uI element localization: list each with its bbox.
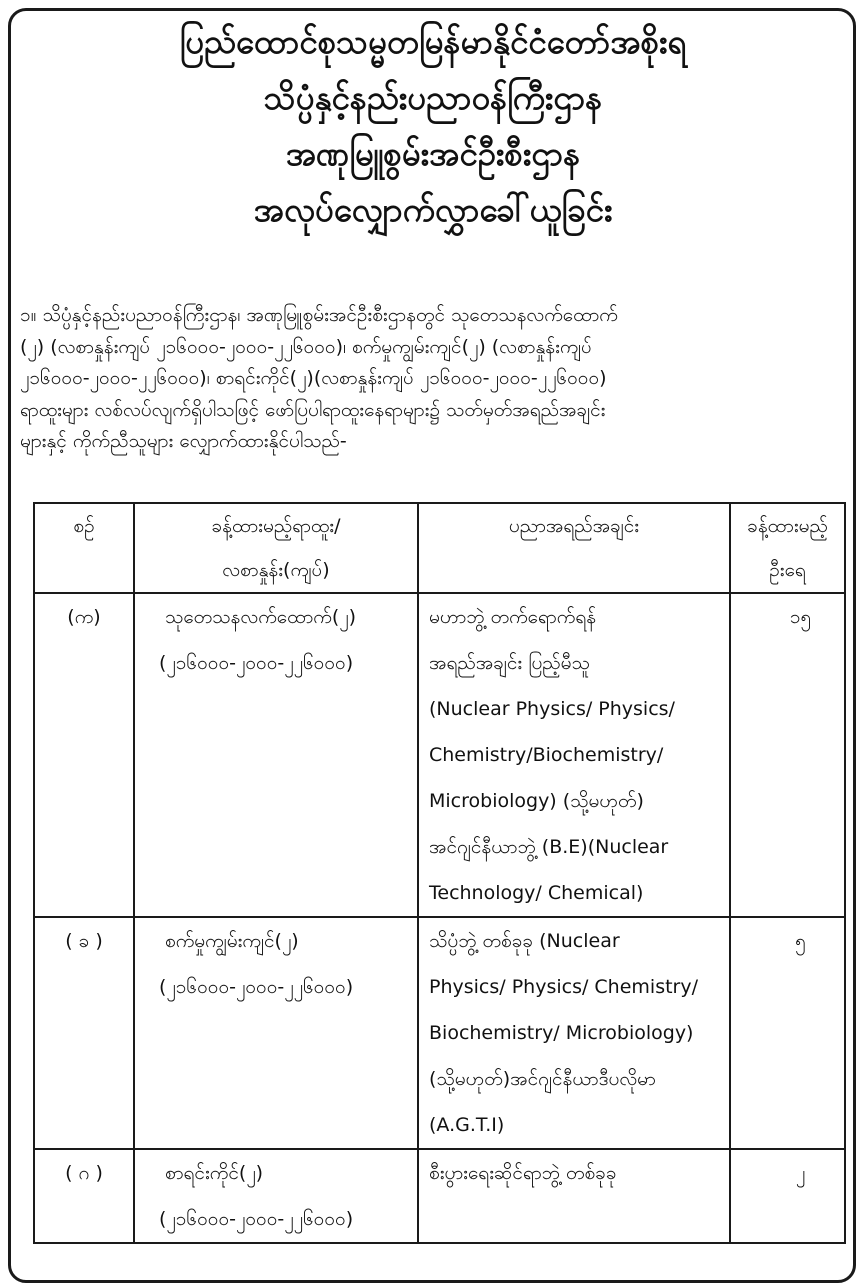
row-qualification: စီးပွားရေးဆိုင်ရာဘွဲ့ တစ်ခုခု bbox=[418, 1149, 730, 1243]
title-line-department: အဏုမြူစွမ်းအင်ဦးစီးဌာန bbox=[285, 134, 581, 173]
row-no: (က) bbox=[34, 593, 134, 917]
title-line-vacancy: အလုပ်လျှောက်လွှာခေါ်ယူခြင်း bbox=[253, 190, 613, 229]
table-row bbox=[34, 917, 845, 1149]
row-count: ၁၅ bbox=[730, 593, 845, 917]
row-no: ( ဂ ) bbox=[34, 1149, 134, 1243]
row-count: ၅ bbox=[730, 917, 845, 1149]
row-post: စက်မှုကျွမ်းကျင်(၂) (၂၁၆၀၀၀-၂၀၀၀-၂၂၆၀၀၀) bbox=[134, 917, 418, 1149]
row-post: သုတေသနလက်ထောက်(၂) (၂၁၆၀၀၀-၂၀၀၀-၂၂၆၀၀၀) bbox=[134, 593, 418, 917]
intro-line: ၁။ သိပ္ပံနှင့်နည်းပညာဝန်ကြီးဌာန၊ အဏုမြူစွမ်းအင်ဦးစီးဌာနတွင် သုတေသနလက်ထောက် bbox=[20, 304, 618, 326]
row-no: ( ခ ) bbox=[34, 917, 134, 1149]
table-row bbox=[34, 593, 845, 917]
header-count: ခန့်ထားမည့် ဦးရေ bbox=[730, 503, 845, 593]
intro-paragraph bbox=[20, 300, 846, 458]
title-line-government: ပြည်ထောင်စုသမ္မတမြန်မာနိုင်ငံတော်အစိုးရ bbox=[179, 22, 687, 61]
vacancy-table bbox=[33, 502, 846, 1244]
row-post: စာရင်းကိုင်(၂) (၂၁၆၀၀၀-၂၀၀၀-၂၂၆၀၀၀) bbox=[134, 1149, 418, 1243]
intro-line: များနှင့် ကိုက်ညီသူများ လျှောက်ထားနိုင်ပါသည်- bbox=[20, 430, 347, 452]
intro-line: ရာထူးများ လစ်လပ်လျက်ရှိပါသဖြင့် ဖော်ပြပါရာထူးနေရာများ၌ သတ်မှတ်အရည်အချင်း bbox=[20, 398, 606, 421]
intro-line: ၂၁၆၀၀၀-၂၀၀၀-၂၂၆၀၀၀)၊ စာရင်းကိုင်(၂)(လစာနှုန်းကျပ် ၂၁၆၀၀၀-၂၀၀၀-၂၂၆၀၀၀) bbox=[20, 367, 607, 389]
row-count: ၂ bbox=[730, 1149, 845, 1243]
table-header-row bbox=[34, 503, 845, 593]
intro-line: (၂) (လစာနှုန်းကျပ် ၂၁၆၀၀၀-၂၀၀၀-၂၂၆၀၀၀)၊ စက်မှုကျွမ်းကျင်(၂) (လစာနှုန်းကျပ် bbox=[20, 335, 592, 358]
table-row bbox=[34, 1149, 845, 1243]
title-line-ministry: သိပ္ပံနှင့်နည်းပညာဝန်ကြီးဌာန bbox=[263, 78, 603, 117]
header-post: ခန့်ထားမည့်ရာထူး/ လစာနှုန်း(ကျပ်) bbox=[134, 503, 418, 593]
header-qualification: ပညာအရည်အချင်း bbox=[418, 503, 730, 593]
header-no: စဉ် bbox=[34, 503, 134, 593]
row-qualification: မဟာဘွဲ့ တက်ရောက်ရန် အရည်အချင်း ပြည့်မီသူ (Nuclear Physics/ Physics/ Chemistry/Biochemistry/ Microbiology) (သို့မဟုတ်) အင်ဂျင်နီယာဘွဲ့ (B.E)(Nuclear Technology/ Chemical) bbox=[418, 593, 730, 917]
row-qualification: သိပ္ပံဘွဲ့ တစ်ခုခု (Nuclear Physics/ Physics/ Chemistry/ Biochemistry/ Microbiology) (သို့မဟုတ်)အင်ဂျင်နီယာဒီပလိုမာ (A.G.T.I) bbox=[418, 917, 730, 1149]
notice-title bbox=[0, 14, 866, 238]
